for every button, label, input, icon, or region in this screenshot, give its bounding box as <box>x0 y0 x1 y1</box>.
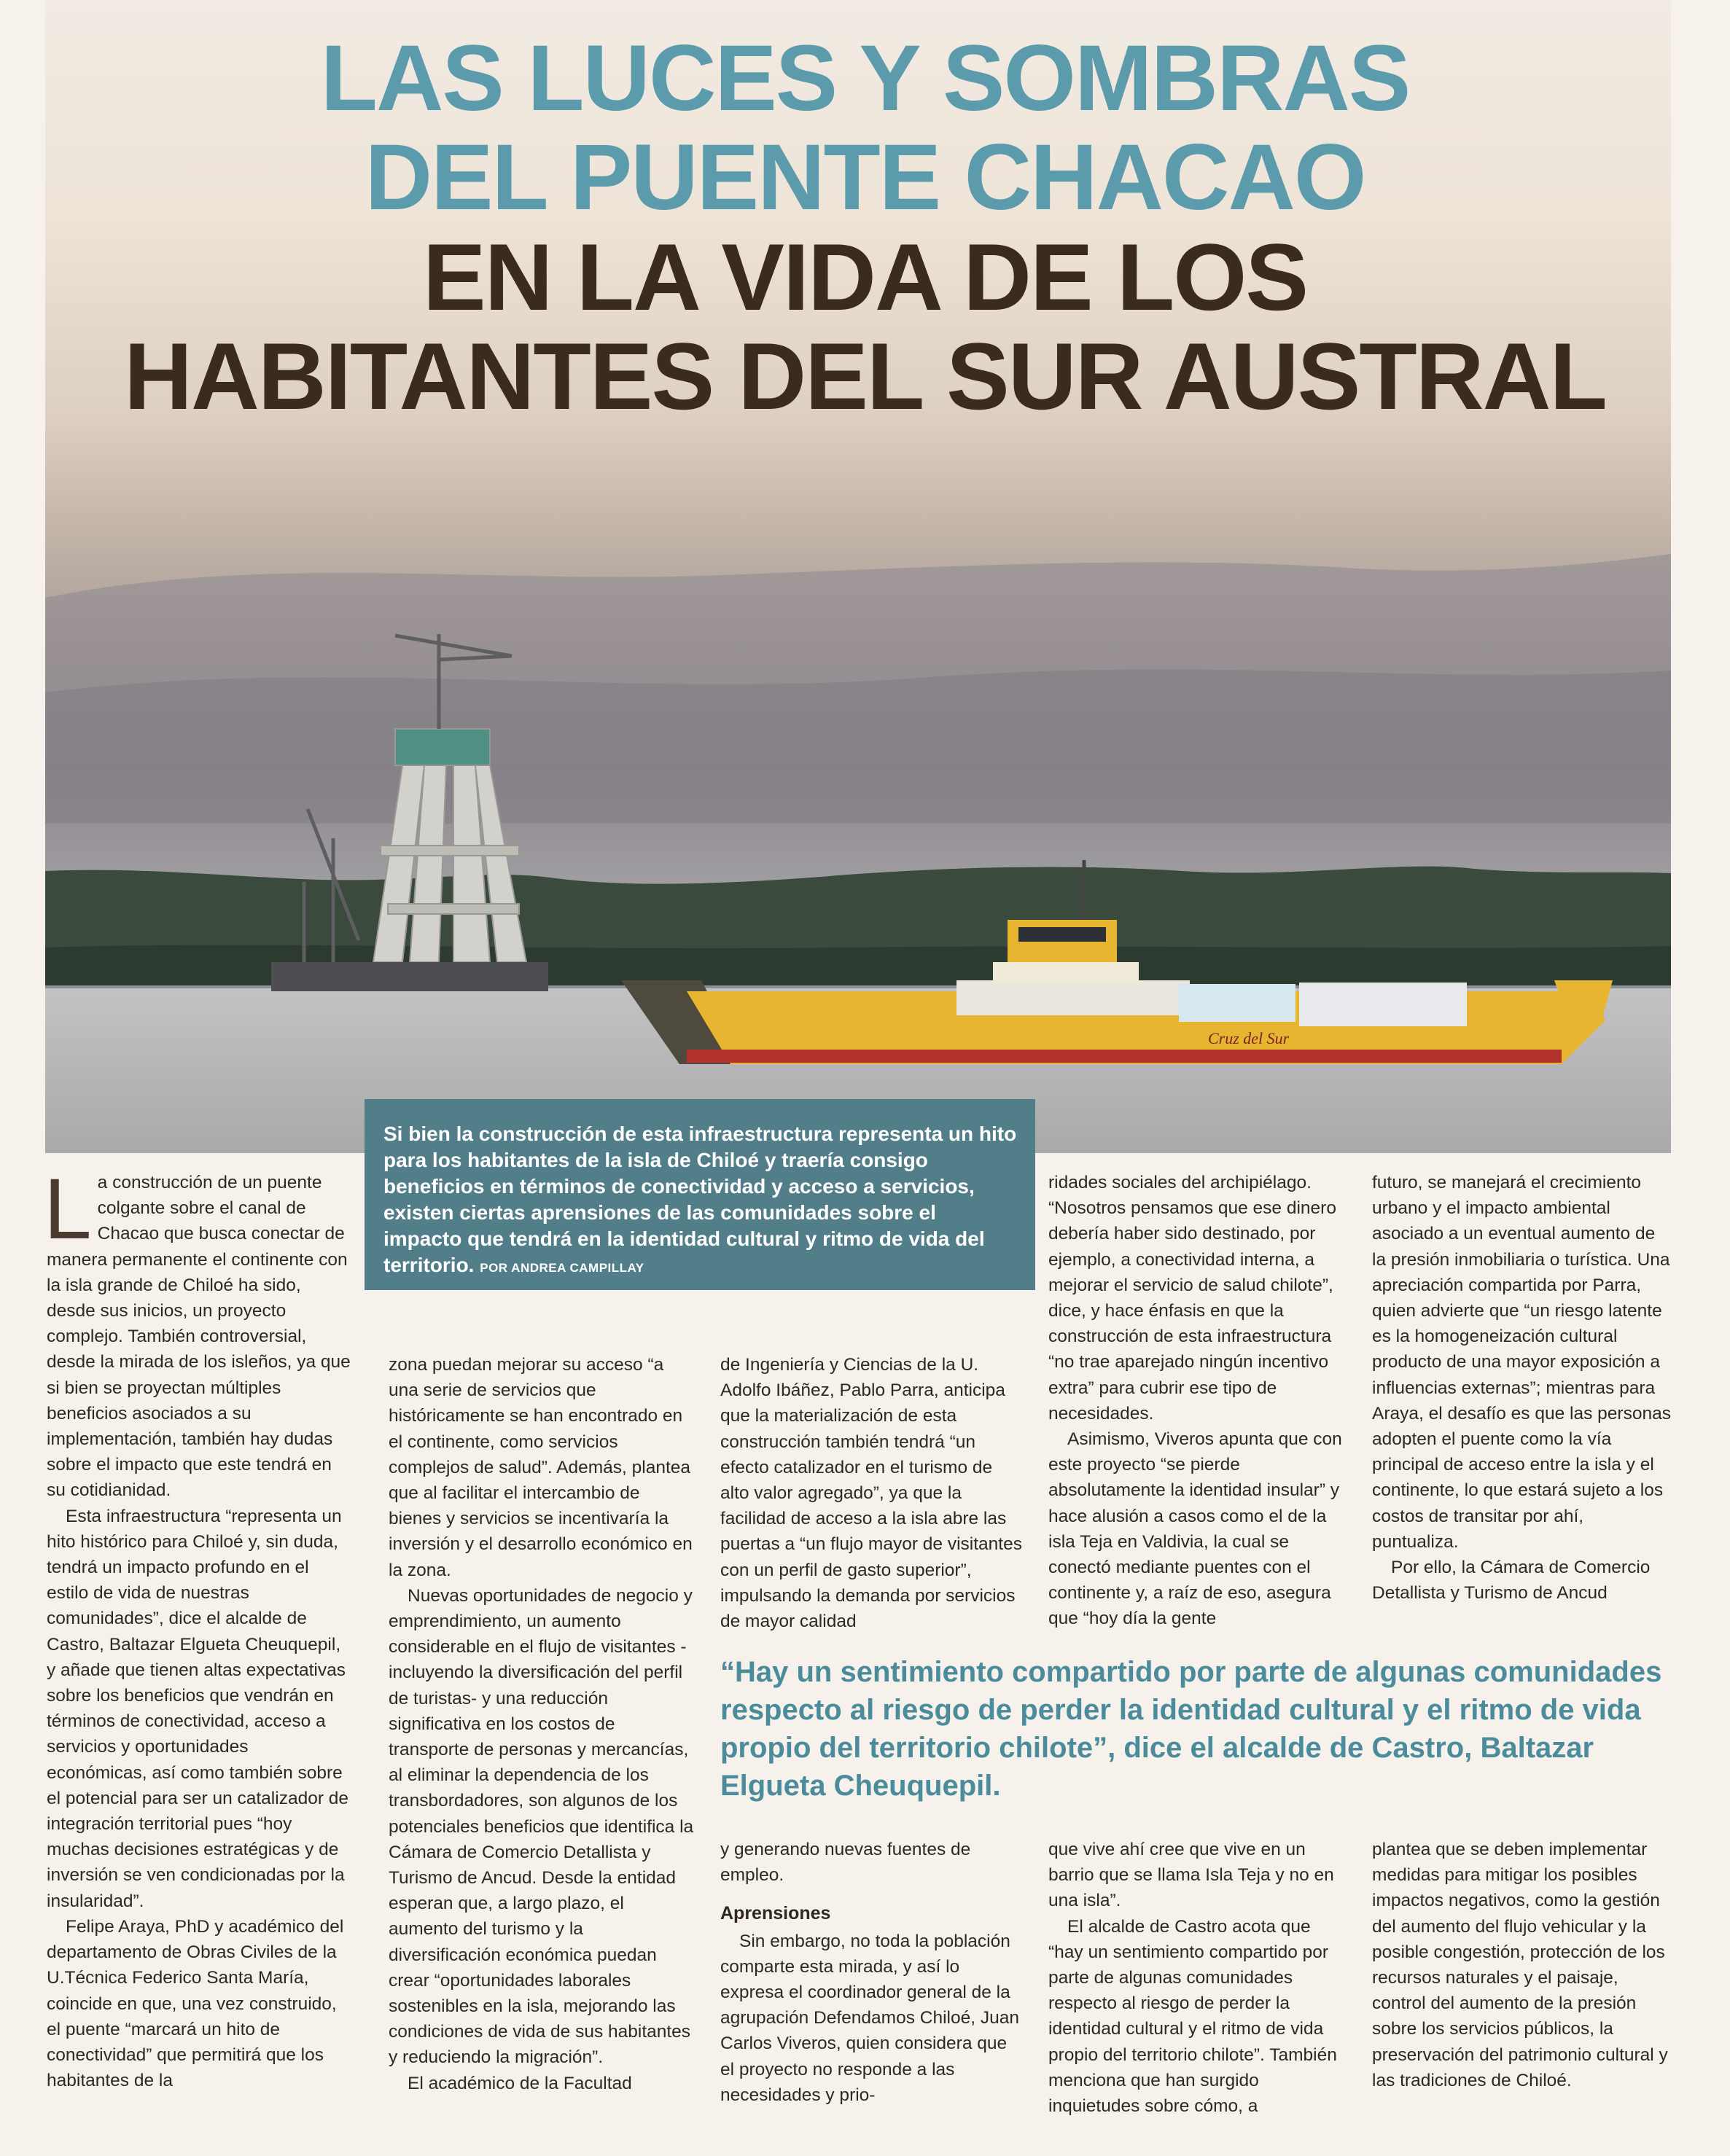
paragraph: y generando nuevas fuentes de empleo. <box>720 1840 971 1886</box>
subheading-aprensiones: Aprensiones <box>720 1903 831 1924</box>
lead-text: Si bien la construcción de esta infraestructura representa un hito para los habitantes de la isla de Chiloé y traería consigo beneficios en términos de conectividad y acceso a servicios, existen ciertas aprensiones de las comunidades sobre el impacto que tendrá en la identidad cultural y ritmo de vida del territorio. <box>383 1122 1017 1276</box>
title-line-1: LAS LUCES Y SOMBRAS <box>320 26 1410 130</box>
column-1 <box>44 1161 353 2093</box>
paragraph: de Ingeniería y Ciencias de la U. Adolfo Ibáñez, Pablo Parra, anticipa que la materialización de esta construcción también tendrá “un efecto catalizador en el turismo de alto valor agregado”, ya que la facilidad de acceso a la isla abre las puertas a “un flujo mayor de visitantes con un perfil de gasto superior”, impulsando la demanda por servicios de mayor calidad <box>720 1355 1022 1632</box>
paragraph: zona puedan mejorar su acceso “a una serie de servicios que históricamente se han encontrado en el continente, como servicios complejos de salud”. Además, plantea que al facilitar el intercambio de bienes y servicios se incentivaría la inversión y el desarrollo económico en la zona. <box>389 1355 693 1580</box>
column-3-top <box>720 1352 1025 1634</box>
paragraph: El académico de la Facultad <box>408 2073 632 2093</box>
paragraph: ridades sociales del archipiélago. “Nosotros pensamos que ese dinero debería haber sido destinado, por ejemplo, a conectividad interna, a mejorar el servicio de salud chilote”, dice, y hace énfasis en que la construcción de esta infraestructura “no trae aparejado ningún incentivo extra” para cubrir ese tipo de necesidades. <box>1048 1173 1336 1423</box>
lead-box <box>365 1099 1035 1290</box>
truck <box>956 980 1190 1015</box>
paragraph: La construcción de un puente colgante sobre el canal de Chacao que busca conectar de manera permanente el continente con la isla grande de Chiloé ha sido, desde sus inicios, un proyecto complejo. También controversial, desde la mirada de los isleños, ya que si bien se proyectan múltiples beneficios asociados a su implementación, también hay dudas sobre el impacto que este tendrá en su cotidianidad. <box>44 1161 351 1501</box>
title-teal <box>0 26 1730 230</box>
paragraph: plantea que se deben implementar medidas para mitigar los posibles impactos negativos, como la gestión del aumento del flujo vehicular y la posible congestión, protección de los recursos naturales y el paisaje, control del aumento de la presión sobre los servicios públicos, la preservación del patrimonio cultural y las tradiciones de Chiloé. <box>1372 1840 1668 2090</box>
title-line-2: DEL PUENTE CHACAO <box>365 125 1365 230</box>
paragraph: Sin embargo, no toda la población comparte esta mirada, y así lo expresa el coordinador general de la agrupación Defendamos Chiloé, Juan Carlos Viveros, quien considera que el proyecto no responde a las necesidades y prio- <box>720 1931 1019 2105</box>
title-line-3: EN LA VIDA DE LOS <box>422 224 1308 330</box>
paragraph: Nuevas oportunidades de negocio y emprendimiento, un aumento considerable en el flujo de visitantes -incluyendo la diversificación del perfil de turistas- y una reducción significativa en los costos de transporte de personas y mercancías, al eliminar la dependencia de los transbordadores, son algunos de los potenciales beneficios que identifica la Cámara de Comercio Detallista y Turismo de Ancud. Desde la entidad esperan que, a largo plazo, el aumento del turismo y la diversificación económica puedan crear “oportunidades laborales sostenibles en la isla, mejorando las condiciones de vida de sus habitantes y reduciendo la migración”. <box>389 1585 694 2068</box>
paragraph: futuro, se manejará el crecimiento urbano y el impacto ambiental asociado a un eventual aumento de la presión inmobiliaria o turística. Una apreciación compartida por Parra, quien advierte que “un riesgo latente es la homogeneización cultural producto de una mayor exposición a influencias externas”; mientras para Araya, el desafío es que las personas adopten el puente como la vía principal de acceso entre la isla y el continente, lo que estará sujeto a los costos de transitar por ahí, puntualiza. <box>1372 1173 1671 1552</box>
paragraph: Por ello, la Cámara de Comercio Detallista y Turismo de Ancud <box>1372 1558 1651 1604</box>
title-brown <box>0 224 1730 429</box>
barge <box>271 962 548 991</box>
pull-quote: “Hay un sentimiento compartido por parte de algunas comunidades respecto al riesgo de perder la identidad cultural y el ritmo de vida propio del territorio chilote”, dice el alcalde de Castro, Baltazar Elgueta Cheuquepil. <box>720 1656 1662 1802</box>
column-4-top <box>1048 1170 1347 1632</box>
paragraph: Felipe Araya, PhD y académico del departamento de Obras Civiles de la U.Técnica Federico Santa María, coincide en que, una vez construido, el puente “marcará un hito de conectividad” que permitirá que los habitantes de la <box>47 1916 344 2091</box>
bus <box>1299 983 1467 1026</box>
drop-cap: L <box>44 1161 92 1257</box>
paragraph: El alcalde de Castro acota que “hay un sentimiento compartido por parte de algunas comunidades respecto al riesgo de perder la identidad cultural y el ritmo de vida propio del territorio chilote”. También menciona que han surgido inquietudes sobre cómo, a <box>1048 1916 1337 2117</box>
column-5-top <box>1372 1170 1671 1606</box>
paragraph: Asimismo, Viveros apunta que con este proyecto “se pierde absolutamente la identidad insular” y hace alusión a casos como el de la isla Teja en Valdivia, la cual se conectó mediante puentes con el continente y, a raíz de eso, asegura que “hoy día la gente <box>1048 1429 1342 1629</box>
ferry-name-label: Cruz del Sur <box>1208 1029 1290 1047</box>
paragraph: que vive ahí cree que vive en un barrio que se llama Isla Teja y no en una isla”. <box>1048 1840 1334 1911</box>
column-5-bottom <box>1372 1837 1671 2093</box>
title-line-4: HABITANTES DEL SUR AUSTRAL <box>124 323 1606 429</box>
column-4-bottom <box>1048 1837 1347 2119</box>
column-2 <box>389 1352 695 2096</box>
byline: POR ANDREA CAMPILLAY <box>480 1261 644 1275</box>
column-3-bottom <box>720 1837 1025 2108</box>
storm-cloud <box>45 669 1671 824</box>
bus <box>1179 984 1295 1022</box>
paragraph: Esta infraestructura “representa un hito histórico para Chiloé y, sin duda, tendrá un impacto profundo en el estilo de vida de nuestras comunidades”, dice el alcalde de Castro, Baltazar Elgueta Cheuquepil, y añade que tienen altas expectativas sobre los beneficios que vendrán en términos de conectividad, acceso a servicios y oportunidades económicas, así como también sobre el potencial para ser un catalizador de integración territorial pues “hoy muchas decisiones estratégicas y de inversión se ven condicionadas por la insularidad”. <box>47 1506 349 1911</box>
